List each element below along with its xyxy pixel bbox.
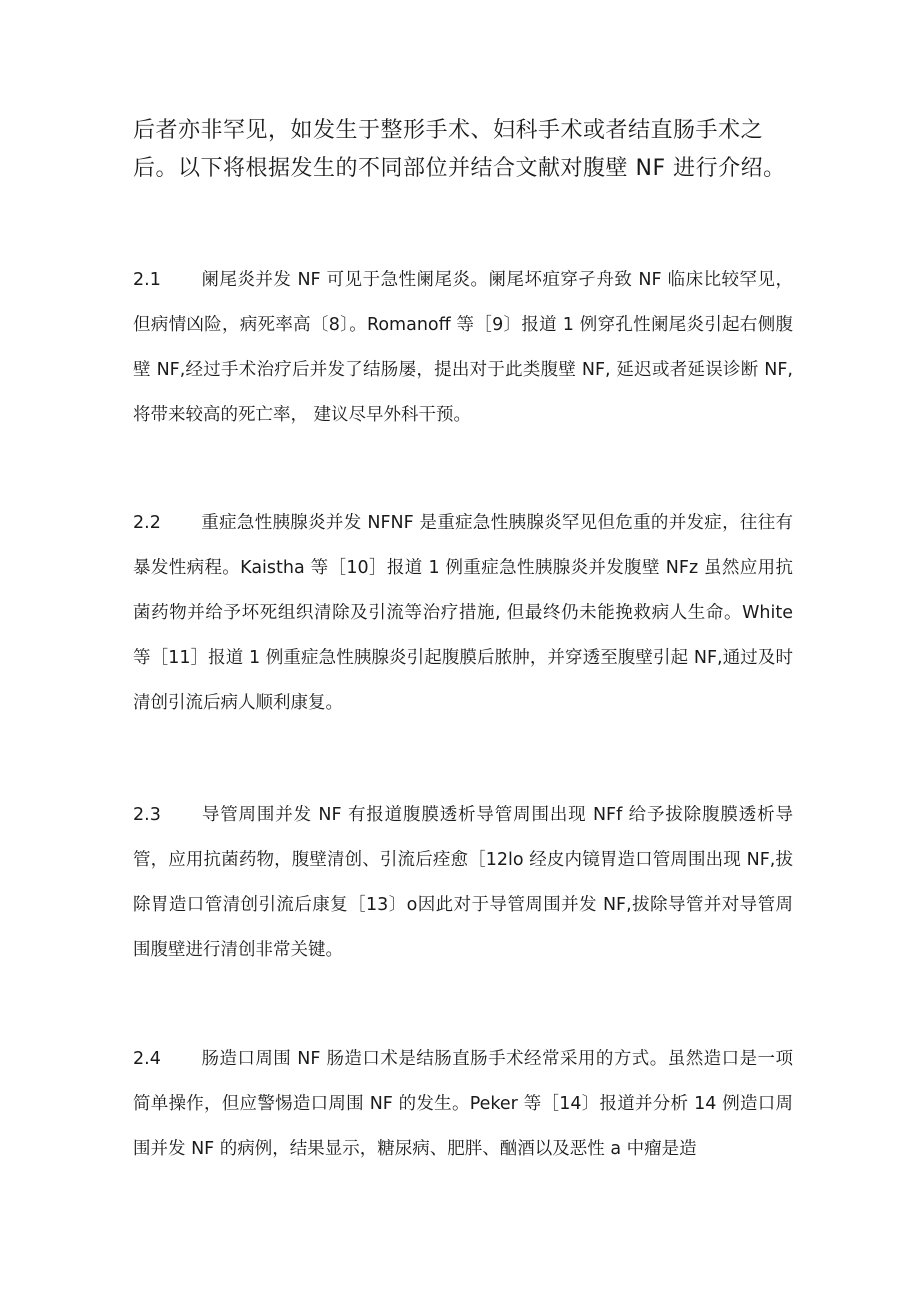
section-text: 导管周围并发 NF 有报道腹膜透析导管周围出现 NFf 给予拔除腹膜透析导管，应用抗菌药物，腹壁清创、引流后痊愈［12lo 经皮内镜胃造口管周围出现 NF,拔除胃造口管清创引流后康复［13〕o因此对于导管周围并发 NF,拔除导管并对导管周围腹壁进行清创非常关键。 bbox=[133, 805, 793, 960]
section-2-3 bbox=[133, 793, 793, 973]
section-text: 重症急性胰腺炎并发 NFNF 是重症急性胰腺炎罕见但危重的并发症，往往有暴发性病程。Kaistha 等［10］报道 1 例重症急性胰腺炎并发腹壁 NFz 虽然应用抗菌药物并给予坏死组织清除及引流等治疗措施, 但最终仍未能挽救病人生命。White 等［11］报道 1 例重症急性胰腺炎引起腹膜后脓肿，并穿透至腹壁引起 NF,通过及时清创引流后病人顺利康复。 bbox=[133, 513, 793, 713]
section-number: 2.2 bbox=[133, 513, 161, 533]
section-text: 阑尾炎并发 NF 可见于急性阑尾炎。阑尾坏疽穿孑舟致 NF 临床比较罕见，但病情凶险，病死率高〔8〕。Romanoff 等［9〕报道 1 例穿孔性阑尾炎引起右侧腹壁 NF,经过手术治疗后并发了结肠屡，提出对于此类腹壁 NF, 延迟或者延误诊断 NF,将带来较高的死亡率， 建议尽早外科干预。 bbox=[133, 270, 793, 425]
intro-text: 后者亦非罕见，如发生于整形手术、妇科手术或者结直肠手术之后。以下将根据发生的不同部位并结合文献对腹壁 NF 进行介绍。 bbox=[133, 118, 786, 181]
section-number: 2.4 bbox=[133, 1049, 161, 1069]
section-2-1 bbox=[133, 258, 793, 438]
section-text: 肠造口周围 NF 肠造口术是结肠直肠手术经常采用的方式。虽然造口是一项简单操作，但应警惕造口周围 NF 的发生。Peker 等［14〕报道并分析 14 例造口周围并发 NF 的病例，结果显示，糖尿病、肥胖、酗酒以及恶性 a 中瘤是造 bbox=[133, 1049, 793, 1159]
section-number: 2.3 bbox=[133, 805, 161, 825]
section-2-4 bbox=[133, 1037, 793, 1172]
intro-paragraph bbox=[133, 112, 793, 188]
section-number: 2.1 bbox=[133, 270, 161, 290]
section-2-2 bbox=[133, 501, 793, 726]
